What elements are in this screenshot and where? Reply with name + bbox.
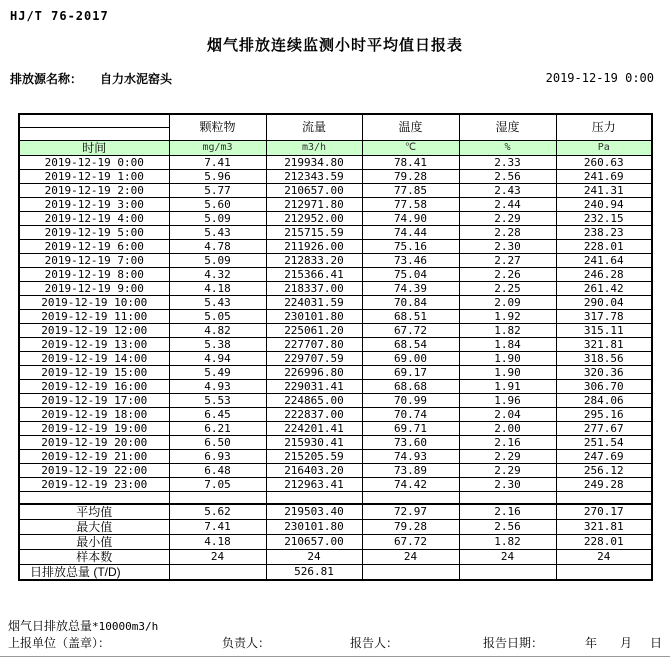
source-name: 自力水泥窑头 xyxy=(100,72,173,86)
value-cell: 2.30 xyxy=(459,477,556,491)
corner-cell-bottom xyxy=(19,128,169,140)
unit-pressure: Pa xyxy=(556,140,652,155)
data-row xyxy=(19,323,652,337)
data-row xyxy=(19,393,652,407)
value-cell: 73.46 xyxy=(362,253,459,267)
time-cell: 2019-12-19 2:00 xyxy=(19,183,169,197)
value-cell: 2.16 xyxy=(459,435,556,449)
value-cell: 73.60 xyxy=(362,435,459,449)
value-cell: 211926.00 xyxy=(266,239,362,253)
value-cell: 4.78 xyxy=(169,239,266,253)
value-cell: 277.67 xyxy=(556,421,652,435)
value-cell: 7.05 xyxy=(169,477,266,491)
value-cell: 215205.59 xyxy=(266,449,362,463)
month-label: 月 xyxy=(620,636,633,650)
value-cell: 5.09 xyxy=(169,211,266,225)
value-cell: 2.09 xyxy=(459,295,556,309)
time-cell: 2019-12-19 21:00 xyxy=(19,449,169,463)
summary-label-cell: 平均值 xyxy=(19,504,169,520)
value-cell: 5.77 xyxy=(169,183,266,197)
value-cell: 2.16 xyxy=(459,504,556,520)
data-row xyxy=(19,267,652,281)
data-row xyxy=(19,239,652,253)
value-cell: 78.41 xyxy=(362,155,459,169)
value-cell: 69.71 xyxy=(362,421,459,435)
time-cell: 2019-12-19 6:00 xyxy=(19,239,169,253)
data-row xyxy=(19,295,652,309)
value-cell: 2.56 xyxy=(459,520,556,535)
value-cell: 68.68 xyxy=(362,379,459,393)
value-cell: 5.49 xyxy=(169,365,266,379)
value-cell: 24 xyxy=(362,550,459,565)
data-row xyxy=(19,225,652,239)
value-cell: 306.70 xyxy=(556,379,652,393)
value-cell: 69.17 xyxy=(362,365,459,379)
value-cell: 72.97 xyxy=(362,504,459,520)
value-cell: 5.05 xyxy=(169,309,266,323)
value-cell: 6.48 xyxy=(169,463,266,477)
value-cell: 2.30 xyxy=(459,239,556,253)
time-cell: 2019-12-19 18:00 xyxy=(19,407,169,421)
value-cell: 24 xyxy=(266,550,362,565)
value-cell: 251.54 xyxy=(556,435,652,449)
value-cell: 79.28 xyxy=(362,520,459,535)
page-title: 烟气排放连续监测小时平均值日报表 xyxy=(206,37,463,54)
unit-particulate: mg/m3 xyxy=(169,140,266,155)
value-cell: 238.23 xyxy=(556,225,652,239)
value-cell: 215366.41 xyxy=(266,267,362,281)
value-cell: 212952.00 xyxy=(266,211,362,225)
value-cell: 228.01 xyxy=(556,535,652,550)
column-header-flow: 流量 xyxy=(266,114,362,140)
report-unit-label: 上报单位（盖章）： xyxy=(8,636,111,650)
value-cell: 224031.59 xyxy=(266,295,362,309)
value-cell: 2.29 xyxy=(459,449,556,463)
value-cell: 6.21 xyxy=(169,421,266,435)
value-cell: 1.82 xyxy=(459,323,556,337)
column-header-temperature: 温度 xyxy=(362,114,459,140)
unit-humidity: % xyxy=(459,140,556,155)
summary-row xyxy=(19,565,652,581)
corner-cell-top xyxy=(19,114,169,128)
value-cell xyxy=(362,565,459,581)
value-cell: 295.16 xyxy=(556,407,652,421)
time-cell: 2019-12-19 10:00 xyxy=(19,295,169,309)
value-cell: 230101.80 xyxy=(266,309,362,323)
time-cell: 2019-12-19 15:00 xyxy=(19,365,169,379)
value-cell: 70.84 xyxy=(362,295,459,309)
summary-row xyxy=(19,504,652,520)
value-cell: 77.58 xyxy=(362,197,459,211)
year-label: 年 xyxy=(585,636,598,650)
data-row xyxy=(19,435,652,449)
value-cell: 5.53 xyxy=(169,393,266,407)
value-cell: 74.93 xyxy=(362,449,459,463)
value-cell: 2.33 xyxy=(459,155,556,169)
value-cell: 318.56 xyxy=(556,351,652,365)
value-cell: 5.60 xyxy=(169,197,266,211)
value-cell: 4.32 xyxy=(169,267,266,281)
summary-row xyxy=(19,520,652,535)
data-row xyxy=(19,463,652,477)
standard-code: HJ/T 76-2017 xyxy=(10,9,109,23)
spacer-row xyxy=(19,491,652,504)
value-cell: 224865.00 xyxy=(266,393,362,407)
value-cell: 256.12 xyxy=(556,463,652,477)
data-row xyxy=(19,407,652,421)
time-cell: 2019-12-19 8:00 xyxy=(19,267,169,281)
time-cell: 2019-12-19 12:00 xyxy=(19,323,169,337)
summary-label-cell: 样本数 xyxy=(19,550,169,565)
value-cell: 227707.80 xyxy=(266,337,362,351)
unit-row xyxy=(19,140,652,155)
time-cell: 2019-12-19 14:00 xyxy=(19,351,169,365)
value-cell: 70.99 xyxy=(362,393,459,407)
value-cell: 6.93 xyxy=(169,449,266,463)
value-cell: 1.96 xyxy=(459,393,556,407)
value-cell: 67.72 xyxy=(362,323,459,337)
data-row xyxy=(19,421,652,435)
value-cell: 241.69 xyxy=(556,169,652,183)
monitoring-data-table xyxy=(18,113,653,581)
value-cell: 70.74 xyxy=(362,407,459,421)
time-cell: 2019-12-19 4:00 xyxy=(19,211,169,225)
value-cell: 230101.80 xyxy=(266,520,362,535)
total-emission-note xyxy=(8,617,158,634)
time-cell: 2019-12-19 13:00 xyxy=(19,337,169,351)
value-cell: 2.00 xyxy=(459,421,556,435)
value-cell: 321.81 xyxy=(556,337,652,351)
value-cell: 1.91 xyxy=(459,379,556,393)
header-row-top xyxy=(19,114,652,128)
summary-row xyxy=(19,550,652,565)
value-cell: 215930.41 xyxy=(266,435,362,449)
value-cell: 5.43 xyxy=(169,225,266,239)
value-cell: 212963.41 xyxy=(266,477,362,491)
column-header-humidity: 湿度 xyxy=(459,114,556,140)
report-datetime: 2019-12-19 0:00 xyxy=(545,71,654,85)
value-cell: 216403.20 xyxy=(266,463,362,477)
data-row xyxy=(19,169,652,183)
value-cell: 74.90 xyxy=(362,211,459,225)
value-cell: 317.78 xyxy=(556,309,652,323)
data-row xyxy=(19,281,652,295)
value-cell: 69.00 xyxy=(362,351,459,365)
source-label: 排放源名称： xyxy=(10,72,83,86)
value-cell: 212971.80 xyxy=(266,197,362,211)
value-cell: 6.45 xyxy=(169,407,266,421)
data-row xyxy=(19,365,652,379)
value-cell: 320.36 xyxy=(556,365,652,379)
value-cell: 73.89 xyxy=(362,463,459,477)
value-cell: 5.43 xyxy=(169,295,266,309)
value-cell: 249.28 xyxy=(556,477,652,491)
value-cell: 212833.20 xyxy=(266,253,362,267)
time-cell: 2019-12-19 9:00 xyxy=(19,281,169,295)
value-cell: 261.42 xyxy=(556,281,652,295)
time-cell: 2019-12-19 17:00 xyxy=(19,393,169,407)
value-cell: 241.64 xyxy=(556,253,652,267)
value-cell: 7.41 xyxy=(169,520,266,535)
time-cell: 2019-12-19 20:00 xyxy=(19,435,169,449)
value-cell: 4.82 xyxy=(169,323,266,337)
data-row xyxy=(19,211,652,225)
value-cell: 219934.80 xyxy=(266,155,362,169)
value-cell: 2.56 xyxy=(459,169,556,183)
summary-label-cell: 最小值 xyxy=(19,535,169,550)
time-cell: 2019-12-19 22:00 xyxy=(19,463,169,477)
value-cell: 228.01 xyxy=(556,239,652,253)
value-cell: 4.18 xyxy=(169,281,266,295)
value-cell: 75.16 xyxy=(362,239,459,253)
value-cell: 1.82 xyxy=(459,535,556,550)
value-cell: 212343.59 xyxy=(266,169,362,183)
value-cell: 68.54 xyxy=(362,337,459,351)
value-cell: 24 xyxy=(459,550,556,565)
note-text-cn: 烟气日排放总量 xyxy=(8,619,93,633)
reporter-label: 报告人： xyxy=(350,636,399,650)
value-cell: 2.29 xyxy=(459,463,556,477)
value-cell: 1.84 xyxy=(459,337,556,351)
value-cell: 2.43 xyxy=(459,183,556,197)
value-cell: 240.94 xyxy=(556,197,652,211)
summary-label-cell: 日排放总量 (T/D) xyxy=(19,565,169,581)
value-cell: 290.04 xyxy=(556,295,652,309)
value-cell: 67.72 xyxy=(362,535,459,550)
value-cell: 6.50 xyxy=(169,435,266,449)
value-cell: 77.85 xyxy=(362,183,459,197)
value-cell: 225061.20 xyxy=(266,323,362,337)
value-cell: 5.09 xyxy=(169,253,266,267)
value-cell: 222837.00 xyxy=(266,407,362,421)
data-row xyxy=(19,155,652,169)
value-cell: 1.92 xyxy=(459,309,556,323)
data-row xyxy=(19,337,652,351)
value-cell: 210657.00 xyxy=(266,183,362,197)
value-cell: 321.81 xyxy=(556,520,652,535)
value-cell: 215715.59 xyxy=(266,225,362,239)
value-cell: 4.18 xyxy=(169,535,266,550)
manager-label: 负责人： xyxy=(222,636,271,650)
value-cell: 5.38 xyxy=(169,337,266,351)
signature-row xyxy=(0,634,670,650)
value-cell: 2.04 xyxy=(459,407,556,421)
value-cell: 74.44 xyxy=(362,225,459,239)
unit-temperature: ℃ xyxy=(362,140,459,155)
summary-label-cell: 最大值 xyxy=(19,520,169,535)
value-cell: 24 xyxy=(556,550,652,565)
data-row xyxy=(19,183,652,197)
value-cell xyxy=(169,565,266,581)
value-cell: 5.96 xyxy=(169,169,266,183)
time-header: 时间 xyxy=(19,140,169,155)
value-cell: 2.25 xyxy=(459,281,556,295)
value-cell: 7.41 xyxy=(169,155,266,169)
value-cell: 526.81 xyxy=(266,565,362,581)
value-cell: 210657.00 xyxy=(266,535,362,550)
value-cell: 68.51 xyxy=(362,309,459,323)
value-cell: 284.06 xyxy=(556,393,652,407)
emission-source xyxy=(10,70,172,87)
time-cell: 2019-12-19 7:00 xyxy=(19,253,169,267)
value-cell: 1.90 xyxy=(459,365,556,379)
value-cell: 5.62 xyxy=(169,504,266,520)
data-row xyxy=(19,197,652,211)
value-cell: 224201.41 xyxy=(266,421,362,435)
value-cell: 4.93 xyxy=(169,379,266,393)
value-cell: 2.44 xyxy=(459,197,556,211)
value-cell: 75.04 xyxy=(362,267,459,281)
value-cell: 229031.41 xyxy=(266,379,362,393)
value-cell: 74.39 xyxy=(362,281,459,295)
value-cell: 315.11 xyxy=(556,323,652,337)
day-label: 日 xyxy=(650,636,663,650)
time-cell: 2019-12-19 16:00 xyxy=(19,379,169,393)
value-cell: 24 xyxy=(169,550,266,565)
data-row xyxy=(19,351,652,365)
value-cell: 4.94 xyxy=(169,351,266,365)
data-row xyxy=(19,477,652,491)
data-row xyxy=(19,449,652,463)
data-row xyxy=(19,253,652,267)
value-cell: 226996.80 xyxy=(266,365,362,379)
value-cell: 218337.00 xyxy=(266,281,362,295)
note-text-unit: *10000m3/h xyxy=(92,620,159,633)
report-date-label: 报告日期： xyxy=(483,636,544,650)
bottom-divider xyxy=(0,656,670,657)
data-row xyxy=(19,379,652,393)
time-cell: 2019-12-19 19:00 xyxy=(19,421,169,435)
time-cell: 2019-12-19 5:00 xyxy=(19,225,169,239)
column-header-particulate: 颗粒物 xyxy=(169,114,266,140)
value-cell: 241.31 xyxy=(556,183,652,197)
value-cell: 79.28 xyxy=(362,169,459,183)
value-cell: 270.17 xyxy=(556,504,652,520)
value-cell: 2.26 xyxy=(459,267,556,281)
value-cell: 2.29 xyxy=(459,211,556,225)
unit-flow: m3/h xyxy=(266,140,362,155)
value-cell: 246.28 xyxy=(556,267,652,281)
value-cell: 247.69 xyxy=(556,449,652,463)
column-header-pressure: 压力 xyxy=(556,114,652,140)
value-cell: 1.90 xyxy=(459,351,556,365)
value-cell: 219503.40 xyxy=(266,504,362,520)
value-cell xyxy=(556,565,652,581)
value-cell: 232.15 xyxy=(556,211,652,225)
time-cell: 2019-12-19 1:00 xyxy=(19,169,169,183)
time-cell: 2019-12-19 23:00 xyxy=(19,477,169,491)
value-cell: 2.28 xyxy=(459,225,556,239)
value-cell: 229707.59 xyxy=(266,351,362,365)
data-row xyxy=(19,309,652,323)
time-cell: 2019-12-19 3:00 xyxy=(19,197,169,211)
time-cell: 2019-12-19 0:00 xyxy=(19,155,169,169)
summary-row xyxy=(19,535,652,550)
value-cell xyxy=(459,565,556,581)
time-cell: 2019-12-19 11:00 xyxy=(19,309,169,323)
value-cell: 2.27 xyxy=(459,253,556,267)
value-cell: 260.63 xyxy=(556,155,652,169)
value-cell: 74.42 xyxy=(362,477,459,491)
